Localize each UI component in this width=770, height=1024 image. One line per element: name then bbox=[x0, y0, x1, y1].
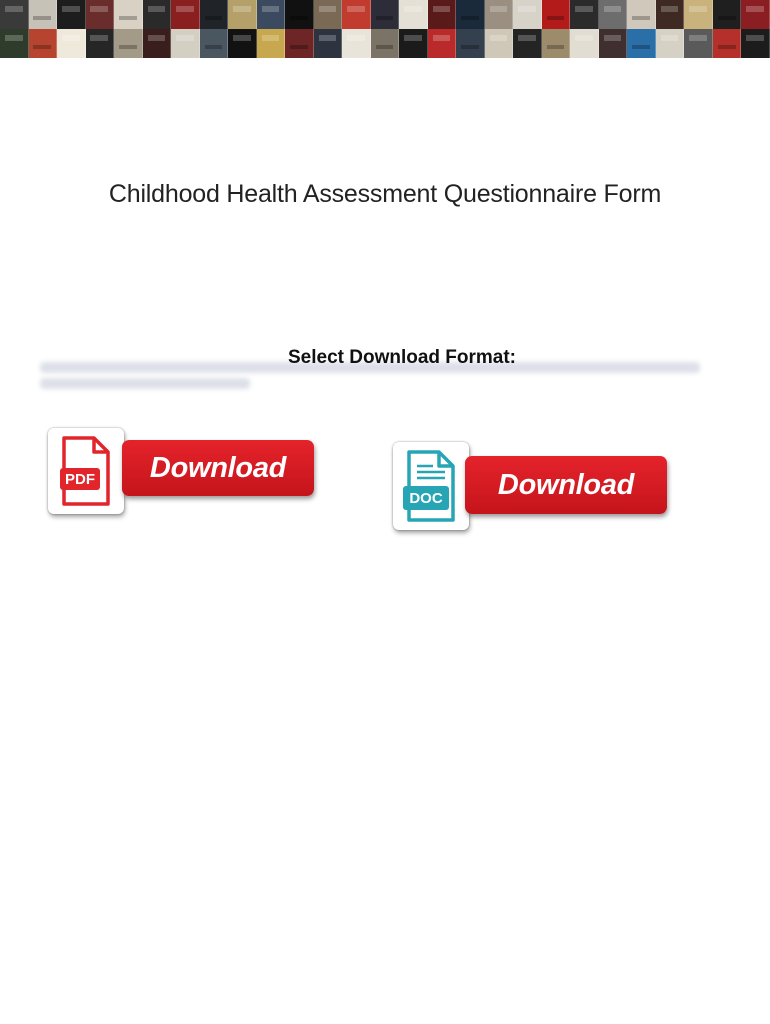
cover-thumbnail bbox=[627, 29, 656, 58]
cover-thumbnail bbox=[171, 29, 200, 58]
cover-thumbnail bbox=[485, 0, 514, 29]
cover-thumbnail bbox=[513, 0, 542, 29]
pdf-format-badge: PDF bbox=[60, 468, 100, 490]
cover-thumbnail bbox=[399, 0, 428, 29]
cover-thumbnail bbox=[656, 0, 685, 29]
pdf-download-label[interactable]: Download bbox=[122, 440, 314, 496]
cover-thumbnail bbox=[29, 29, 58, 58]
cover-thumbnail bbox=[684, 29, 713, 58]
cover-thumbnail bbox=[399, 29, 428, 58]
cover-thumbnail bbox=[741, 29, 770, 58]
cover-thumbnail bbox=[143, 29, 172, 58]
cover-thumbnail bbox=[627, 0, 656, 29]
cover-thumbnail bbox=[428, 29, 457, 58]
cover-thumbnail bbox=[57, 29, 86, 58]
cover-thumbnail bbox=[314, 29, 343, 58]
cover-thumbnail bbox=[456, 0, 485, 29]
cover-thumbnail bbox=[684, 0, 713, 29]
cover-thumbnail-banner bbox=[0, 0, 770, 58]
cover-thumbnail bbox=[114, 0, 143, 29]
cover-thumbnail bbox=[257, 0, 286, 29]
doc-format-badge: DOC bbox=[403, 486, 449, 510]
pdf-download-button[interactable] bbox=[46, 426, 318, 516]
cover-thumbnail bbox=[570, 29, 599, 58]
cover-thumbnail bbox=[599, 0, 628, 29]
select-format-label: Select Download Format: bbox=[287, 347, 517, 368]
cover-thumbnail bbox=[114, 29, 143, 58]
cover-thumbnail bbox=[285, 0, 314, 29]
cover-thumbnail bbox=[542, 0, 571, 29]
cover-thumbnail bbox=[371, 0, 400, 29]
cover-thumbnail bbox=[314, 0, 343, 29]
pdf-file-card bbox=[48, 428, 124, 514]
cover-thumbnail bbox=[713, 0, 742, 29]
cover-thumbnail bbox=[599, 29, 628, 58]
doc-download-label[interactable]: Download bbox=[465, 456, 667, 514]
cover-thumbnail bbox=[456, 29, 485, 58]
cover-thumbnail bbox=[86, 0, 115, 29]
cover-thumbnail bbox=[143, 0, 172, 29]
cover-thumbnail bbox=[485, 29, 514, 58]
cover-thumbnail bbox=[656, 29, 685, 58]
cover-thumbnail bbox=[0, 29, 29, 58]
cover-thumbnail bbox=[285, 29, 314, 58]
cover-thumbnail bbox=[0, 0, 29, 29]
cover-thumbnail bbox=[713, 29, 742, 58]
doc-download-button[interactable] bbox=[391, 440, 671, 532]
cover-thumbnail bbox=[570, 0, 599, 29]
cover-thumbnail bbox=[200, 29, 229, 58]
cover-thumbnail bbox=[29, 0, 58, 29]
cover-thumbnail bbox=[542, 29, 571, 58]
page-title: Childhood Health Assessment Questionnaire Form bbox=[108, 180, 662, 208]
blurred-text-line bbox=[40, 378, 250, 389]
cover-thumbnail bbox=[371, 29, 400, 58]
cover-thumbnail bbox=[228, 0, 257, 29]
cover-thumbnail bbox=[257, 29, 286, 58]
cover-thumbnail bbox=[428, 0, 457, 29]
cover-thumbnail bbox=[342, 29, 371, 58]
cover-thumbnail bbox=[86, 29, 115, 58]
cover-thumbnail bbox=[342, 0, 371, 29]
cover-thumbnail bbox=[171, 0, 200, 29]
cover-thumbnail bbox=[57, 0, 86, 29]
cover-thumbnail bbox=[228, 29, 257, 58]
cover-thumbnail bbox=[513, 29, 542, 58]
cover-thumbnail bbox=[200, 0, 229, 29]
doc-file-card bbox=[393, 442, 469, 530]
cover-thumbnail bbox=[741, 0, 770, 29]
